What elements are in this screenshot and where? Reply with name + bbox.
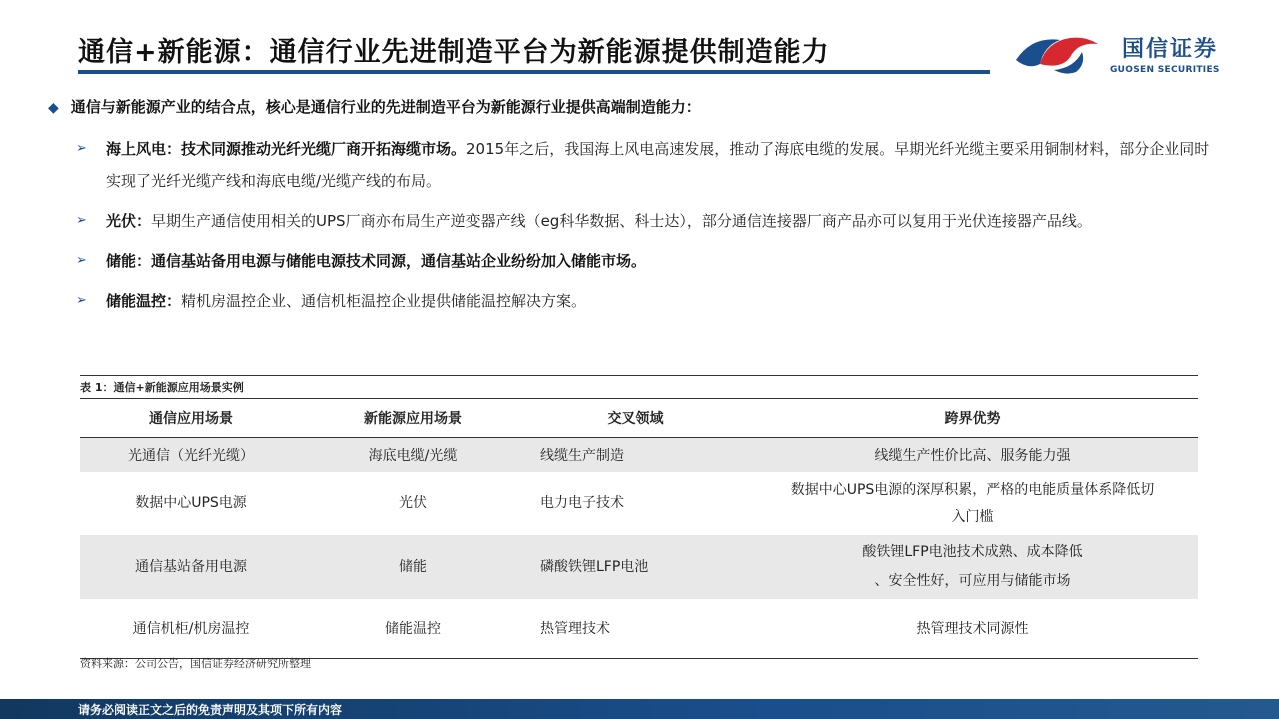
bullet-heading: 储能：通信基站备用电源与储能电源技术同源，通信基站企业纷纷加入储能市场。 [106,252,647,270]
table-cell: 通信机柜/机房温控 [80,599,302,658]
brand-name-cn: 国信证券 [1122,37,1219,62]
bullet-text: 2015年之后，我国海上风电高速发展，推动了海底电缆的发展。早期光纤光缆主要采用铜制材料，部分企业同时实现了光纤光缆产线和海底电缆/光缆产线的布局。 [106,140,1210,190]
bullet-text: 早期生产通信使用相关的UPS厂商亦布局生产逆变器产线（eg科华数据、科士达），部分通信连接器厂商产品亦可以复用于光伏连接器产品线。 [151,212,1092,230]
brand-logo [1014,28,1264,78]
list-item [76,245,1216,277]
column-header: 交叉领域 [524,400,747,437]
table-cell [747,599,1198,658]
column-header: 通信应用场景 [80,400,302,437]
scenario-table [80,400,1198,659]
cell-line: 、安全性好，可应用与储能市场 [874,573,1071,589]
table-cell: 通信基站备用电源 [80,535,302,599]
cell-line: 热管理技术同源性 [916,621,1029,638]
source-note: 资料来源：公司公告，国信证券经济研究所整理 [80,657,311,670]
brand-name-en: GUOSEN SECURITIES [1110,65,1220,75]
title-divider [78,70,990,74]
table-caption: 表 1：通信+新能源应用场景实例 [80,375,1198,399]
bullet-heading: 海上风电：技术同源推动光纤光缆厂商开拓海缆市场。 [106,140,467,158]
arrow-bullet-icon: ➢ [76,293,87,308]
table-cell [747,472,1198,535]
arrow-bullet-icon: ➢ [76,141,87,156]
column-header: 新能源应用场景 [302,400,524,437]
diamond-bullet-icon: ◆ [48,100,59,116]
table-cell: 热管理技术 [524,599,747,658]
table-cell: 磷酸铁锂LFP电池 [524,535,747,599]
table-cell: 电力电子技术 [540,495,624,511]
bullet-text: 精机房温控企业、通信机柜温控企业提供储能温控解决方案。 [181,292,587,310]
bullet-heading: 储能温控： [106,292,182,310]
table-cell: 光通信（光纤光缆） [80,437,302,472]
arrow-bullet-icon: ➢ [76,253,87,268]
lead-statement [48,96,701,117]
table-row [80,599,1198,658]
table-cell: 光伏 [399,495,427,511]
lead-text: 通信与新能源产业的结合点，核心是通信行业的先进制造平台为新能源行业提供高端制造能力： [70,98,701,116]
table-cell: 储能 [302,535,524,599]
table-row [80,535,1198,599]
table-cell: 海底电缆/光缆 [302,437,524,472]
arrow-bullet-icon: ➢ [76,213,87,228]
table-cell [747,535,1198,599]
bullet-heading: 光伏： [106,212,152,230]
table-cell: 储能温控 [302,599,524,658]
disclaimer-text: 请务必阅读正文之后的免责声明及其项下所有内容 [78,703,343,717]
cell-line: 入门槛 [951,508,994,525]
footer-bar [0,699,1279,719]
page-title: 通信+新能源：通信行业先进制造平台为新能源提供制造能力 [78,37,830,68]
list-item [76,285,1216,317]
bullet-list [76,133,1216,325]
cell-line: 酸铁锂LFP电池技术成熟、成本降低 [862,544,1083,560]
table-row [80,472,1198,535]
table-cell: 数据中心UPS电源 [135,495,247,511]
cell-line: 数据中心UPS电源的深厚积累，严格的电能质量体系降低切 [790,481,1155,498]
table-cell: 线缆生产制造 [524,437,747,472]
guosen-logo-icon [1014,30,1104,76]
list-item [76,133,1216,197]
table-row [80,437,1198,472]
cell-line: 线缆生产性价比高、服务能力强 [874,447,1071,464]
column-header: 跨界优势 [747,400,1198,437]
table-cell [747,437,1198,472]
list-item [76,205,1216,237]
table-header-row [80,400,1198,437]
